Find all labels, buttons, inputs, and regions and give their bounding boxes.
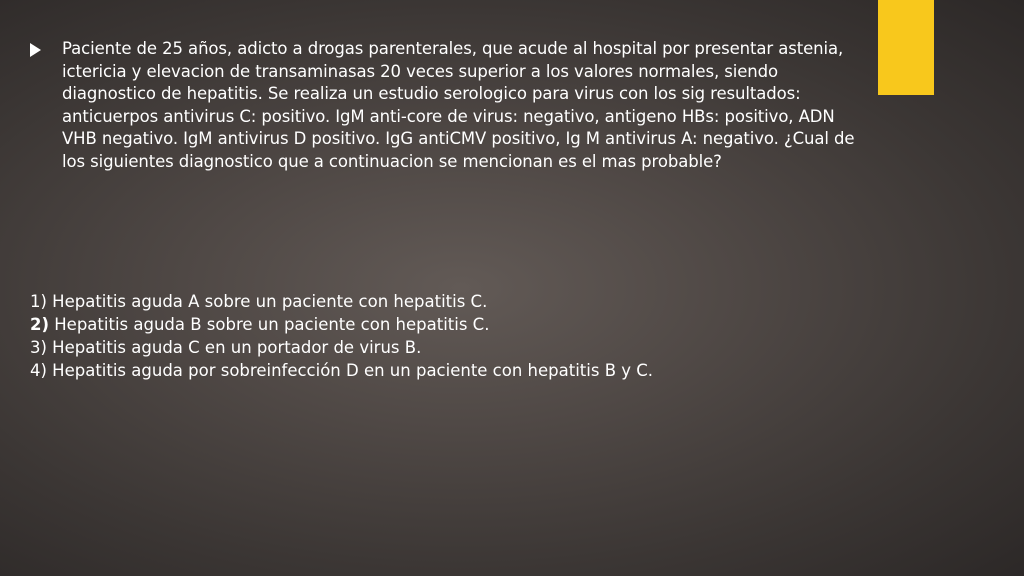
option-number: 3) xyxy=(30,338,47,357)
option-number: 1) xyxy=(30,292,47,311)
option-text: Hepatitis aguda B sobre un paciente con hepatitis C. xyxy=(49,315,490,334)
option-number: 2) xyxy=(30,315,50,334)
option-number: 4) xyxy=(30,361,47,380)
question-text: Paciente de 25 años, adicto a drogas parenterales, que acude al hospital por presentar astenia, ictericia y elevacion de transaminasas 20 veces superior a los valores normales, siendo diagnostico de hepatitis. Se realiza un estudio serologico para virus con los sig resultados: anticuerpos antivirus C: positivo. IgM anti-core de virus: negativo, antigeno HBs: positivo, ADN VHB negativo. IgM antivirus D positivo. IgG antiCMV positivo, Ig M antivirus A: negativo. ¿Cual de los siguientes diagnostico que a continuacion se mencionan es el mas probable? xyxy=(62,39,855,171)
option-text: Hepatitis aguda A sobre un paciente con hepatitis C. xyxy=(46,292,488,311)
option-2 xyxy=(30,313,930,336)
question-bullet xyxy=(30,38,870,174)
option-1 xyxy=(30,290,930,313)
option-3 xyxy=(30,336,930,359)
accent-bar xyxy=(878,0,934,95)
bullet-arrow-icon xyxy=(30,43,41,57)
option-text: Hepatitis aguda C en un portador de virus B. xyxy=(46,338,422,357)
option-text: Hepatitis aguda por sobreinfección D en un paciente con hepatitis B y C. xyxy=(46,361,654,380)
answer-options xyxy=(30,290,930,382)
option-4 xyxy=(30,359,930,382)
